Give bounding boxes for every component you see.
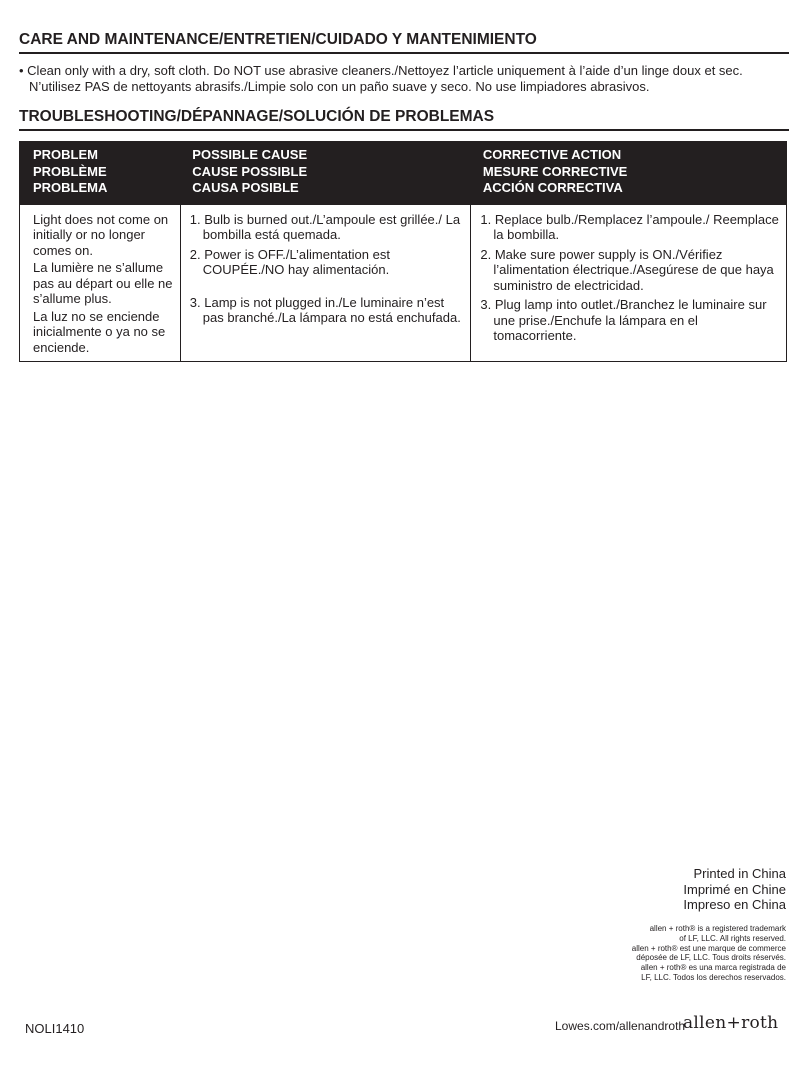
printed-in-fr: Imprimé en Chine	[683, 881, 786, 897]
problem-text-fr: La lumière ne s’allume pas au départ ou elle ne s’allume plus.	[33, 260, 173, 306]
printed-in-en: Printed in China	[693, 866, 786, 881]
column-header-action	[471, 142, 787, 205]
cause-cell	[180, 204, 471, 362]
brand-logo: allen+roth	[683, 1013, 779, 1033]
model-number: NOLI1410	[25, 1021, 85, 1036]
trademark-line: déposée de LF, LLC. Tous droits réservés.	[636, 953, 786, 963]
trademark-line: LF, LLC. Todos los derechos reservados.	[641, 972, 786, 982]
action-item-1: 1. Replace bulb./Remplacez l’ampoule./ Reemplace la bombilla.	[480, 211, 779, 242]
cause-item-1: 1. Bulb is burned out./L’ampoule est grillée./ La bombilla está quemada.	[189, 211, 461, 242]
column-header-en: PROBLEM	[33, 147, 98, 162]
column-header-es: PROBLEMA	[33, 180, 108, 195]
care-instruction-line-2: N’utilisez PAS de nettoyants abrasifs./Limpie solo con un paño suave y seco. No use limpiadores abrasivos.	[29, 78, 650, 94]
column-header-es: CAUSA POSIBLE	[192, 180, 299, 195]
problem-text-en: Light does not come on initially or no longer comes on.	[33, 211, 169, 258]
cause-item-2: 2. Power is OFF./L’alimentation est COUPÉE./NO hay alimentación.	[189, 246, 390, 277]
printed-in-es: Impreso en China	[683, 897, 786, 912]
trademark-line: of LF, LLC. All rights reserved.	[679, 933, 786, 943]
column-header-en: CORRECTIVE ACTION	[482, 147, 622, 162]
column-header-fr: PROBLÈME	[33, 163, 107, 179]
care-instructions	[19, 63, 794, 94]
column-header-fr: MESURE CORRECTIVE	[482, 163, 628, 179]
table-header-row	[20, 142, 787, 205]
trademark-notice	[596, 924, 786, 983]
column-header-es: ACCIÓN CORRECTIVA	[482, 180, 623, 195]
trademark-line: allen + roth® is a registered trademark	[649, 924, 786, 933]
cause-item-3: 3. Lamp is not plugged in./Le luminaire n’est pas branché./La lámpara no está enchufada.	[189, 294, 461, 325]
action-item-2: 2. Make sure power supply is ON./Vérifiez l’alimentation électrique./Asegúrese de que haya suministro de electricidad.	[480, 246, 774, 293]
troubleshooting-heading: TROUBLESHOOTING/DÉPANNAGE/SOLUCIÓN DE PROBLEMAS	[19, 108, 789, 131]
action-item-3: 3. Plug lamp into outlet./Branchez le luminaire sur une prise./Enchufe la lámpara en el tomacorriente.	[480, 297, 767, 343]
column-header-en: POSSIBLE CAUSE	[192, 147, 308, 162]
table-row	[20, 204, 787, 362]
website-url: Lowes.com/allenandroth	[555, 1019, 686, 1033]
trademark-line: allen + roth® es una marca registrada de	[640, 963, 786, 973]
care-instruction-line-1: • Clean only with a dry, soft cloth. Do NOT use abrasive cleaners./Nettoyez l’article uniquement à l’aide d’un linge doux et sec.	[19, 63, 743, 78]
printed-in	[683, 866, 786, 913]
problem-text-es: La luz no se enciende inicialmente o ya no se enciende.	[33, 308, 166, 355]
column-header-cause	[180, 142, 471, 205]
troubleshooting-table	[19, 141, 787, 362]
column-header-fr: CAUSE POSSIBLE	[192, 163, 308, 179]
trademark-line: allen + roth® est une marque de commerce	[631, 943, 786, 953]
action-cell	[471, 204, 787, 362]
problem-cell	[20, 204, 181, 362]
care-heading: CARE AND MAINTENANCE/ENTRETIEN/CUIDADO Y MANTENIMIENTO	[19, 31, 789, 54]
column-header-problem	[20, 142, 181, 205]
